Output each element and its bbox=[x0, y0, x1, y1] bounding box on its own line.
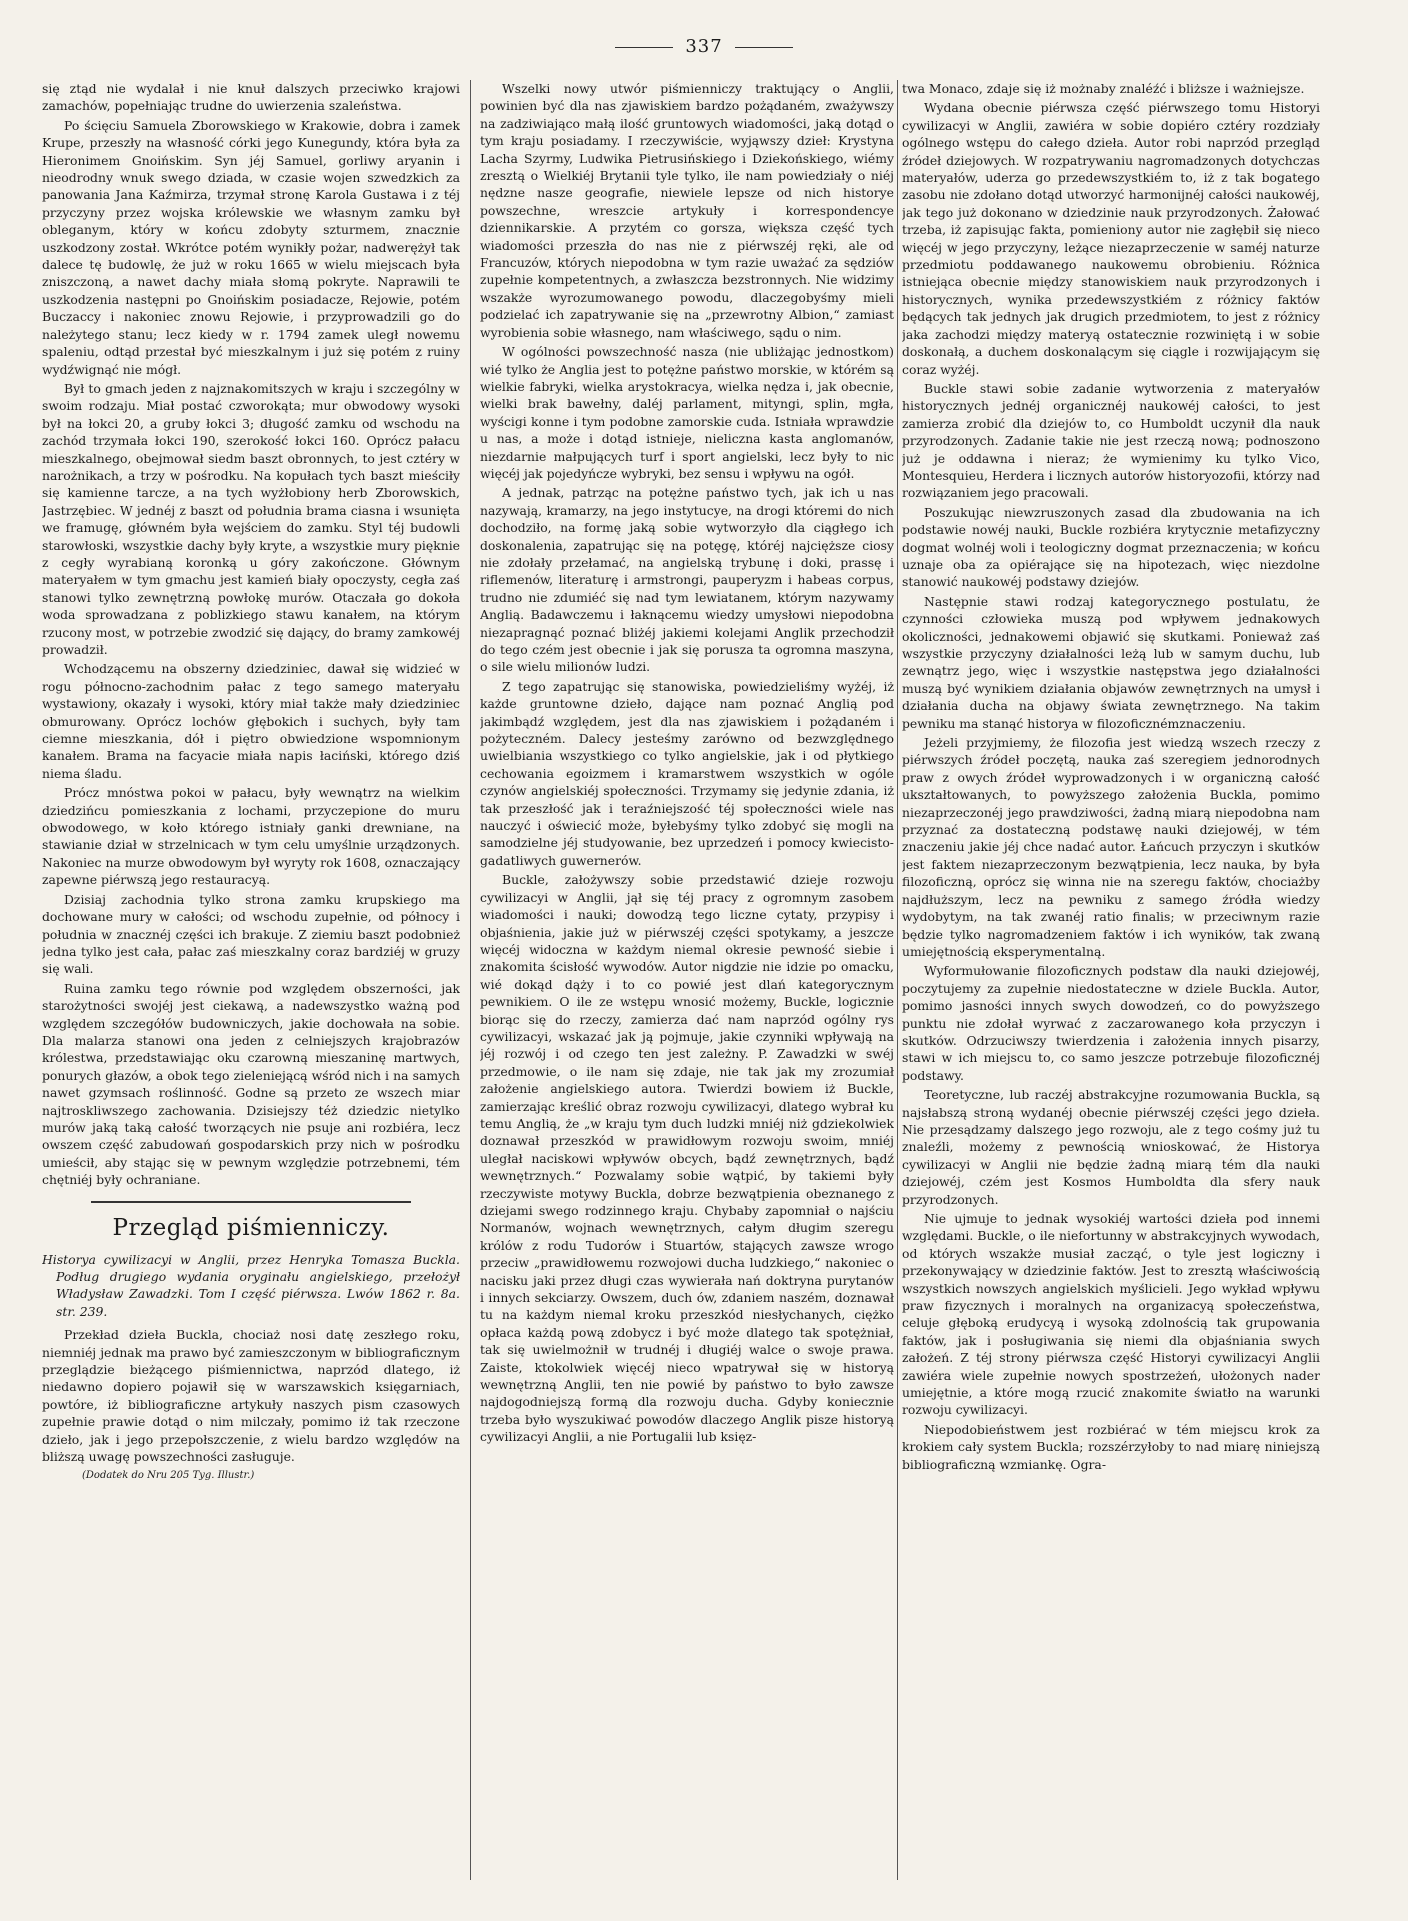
paragraph: się ztąd nie wydalał i nie knuł dalszych przeciwko krajowi zamachów, popełniając trudne do uwierzenia szaleństwa. bbox=[42, 81, 460, 114]
paragraph: Buckle stawi sobie zadanie wytworzenia z materyałów historycznych jednéj organicznéj naukowéj całości, to jest zamierza zrobić dla dziejów to, co Humboldt uczynił dla nauk przyrodzonych. Zadanie takie nie jest rzeczą nową; podnoszono już je oddawna i nieraz; że wymienimy ku tylko Vico, Montesquieu, Herdera i licznych autorów historyozofii, którzy nad rozwiązaniem jego pracowali. bbox=[902, 380, 1320, 501]
paragraph: Po ścięciu Samuela Zborowskiego w Krakowie, dobra i zamek Krupe, przeszły na własność córki jego Kunegundy, która była za Hieronimem Gnoińskim. Syn jéj Samuel, gorliwy aryanin i nieodrodny wnuk swego dziada, w czasie wojen szwedzkich za panowania Jana Kaźmirza, trzymał stronę Karola Gustawa i z téj przyczyny przez wojska królewskie we własnym zamku był obleganym, który w końcu zdobyty szturmem, znacznie uszkodzony został. Wkrótce potém wynikły pożar, nadwerężył tak dalece tę budowlę, że już w roku 1665 w wielu miejscach była zniszczoną, a nawet dachy miała słomą pokryte. Naprawili te uszkodzenia następni po Gnoińskim posiadacze, Rejowie, potém Buczaccy i nakoniec znowu Rejowie, i przyprowadzili go do należytego stanu; lecz kiedy w r. 1794 zamek uległ nowemu spaleniu, odtąd przestał być mieszkalnym i już się potém z ruiny wydźwignąć nie mógł. bbox=[42, 117, 460, 377]
paragraph: Prócz mnóstwa pokoi w pałacu, były wewnątrz na wielkim dziedzińcu pomieszkania z lochami, przyczepione do muru obwodowego, w koło którego istniały ganki drewniane, na stawianie dział w strzelnicach w tym celu umyślnie urządzonych. Nakoniec na murze obwodowym był wyryty rok 1608, oznaczający zapewne piérwszą jego restauracyą. bbox=[42, 785, 460, 888]
paragraph: Wydana obecnie piérwsza część piérwszego tomu Historyi cywilizacyi w Anglii, zawiéra w sobie dopiéro cztéry rozdziały ogólnego wstępu do całego dzieła. Autor robi naprzód przegląd źródeł dziejowych. W rozpatrywaniu nagromadzonych dotychczas materyałów, uderza go przedewszystkiém to, iż z tak bogatego zasobu nie zdołano dotąd utworzyć harmonijnéj całości naukowéj, jak tego już dokonano w dziedzinie nauk przyrodzonych. Żałować trzeba, iż zapisując fakta, pomieniony autor nie zagłębił się nieco więcéj w jego przyczyny, leżące niezaprzeczenie w saméj naturze przedmiotu poddawanego naukowemu obrobieniu. Różnica istniejąca obecnie między stanowiskiem nauk przyrodzonych i historycznych, wynika przedewszystkiém z różnicy faktów będących tak jednych jak drugich przedmiotem, to jest z różnicy jaka zachodzi między materyą ostatecznie rozwiniętą i w sobie doskonałą, a duchem doskonalącym się ciągle i rozwijającym się coraz wyżéj. bbox=[902, 100, 1320, 377]
paragraph: Teoretyczne, lub raczéj abstrakcyjne rozumowania Buckla, są najsłabszą stroną wydanéj obecnie piérwszéj części jego dzieła. Nie przesądzamy dalszego jego rozwoju, ale z tego cośmy już tu znaleźli, możemy z pewnością wnioskować, że Historya cywilizacyi w Anglii nie będzie żadną miarą tém dla nauki dziejowéj, czém jest Kosmos Humboldta dla sfery nauk przyrodzonych. bbox=[902, 1087, 1320, 1207]
column-1 bbox=[42, 80, 460, 1880]
paragraph: Nie ujmuje to jednak wysokiéj wartości dzieła pod innemi względami. Buckle, o ile niefortunny w abstrakcyjnych wywodach, od których wszakże musiał zacząć, o tyle jest logiczny i przekonywający w dziedzinie faktów. Jest to zresztą właściwością wszystkich nowszych angielskich myślicieli. Jego wykład wpływu praw fizycznych i moralnych na organizacyą społeczeństwa, celuje głęboką erudycyą i wysoką zdolnością tak grupowania faktów, jak i posługiwania się niemi dla objaśniania swych założeń. Z téj strony piérwsza część Historyi cywilizacyi Anglii zawiéra wiele zupełnie nowych spostrzeżeń, ułożonych nader umiejętnie, a które mogą rzucić znakomite światło na warunki rozwoju cywilizacyi. bbox=[902, 1211, 1320, 1418]
paragraph: Ruina zamku tego równie pod względem obszerności, jak starożytności swojéj jest ciekawą, a nadewszystko ważną pod względem szczegółów budowniczych, jakie dochowała na sobie. Dla malarza stanowi ona jeden z celniejszych krajobrazów królestwa, przedstawiając oku czarowną mieszaninę martwych, ponurych głazów, a obok tego zieleniejącą wśród nich i na samych nawet gzymsach roślinność. Godne są przeto ze wszech miar najtroskliwszego zachowania. Dzisiejszy téż dziedzic nietylko murów jaką taką całość tworzących nie psuje ani rozbiéra, lecz owszem część zabudowań gospodarskich przy nich w pośrodku umieścił, aby stając się w pewnym względzie potrzebnemi, tém chętniéj były ochraniane. bbox=[42, 980, 460, 1188]
paragraph: Dzisiaj zachodnia tylko strona zamku krupskiego ma dochowane mury w całości; od wschodu zupełnie, od północy i południa w znacznéj części ich brakuje. Z ziemiu baszt podobnież jedna tylko jest cała, pałac zaś mieszkalny coraz bardziéj w gruzy się wali. bbox=[42, 891, 460, 977]
page-number: 337 bbox=[685, 36, 723, 57]
column-rule-1 bbox=[470, 80, 471, 1880]
header-rule-right bbox=[735, 47, 793, 48]
column-3 bbox=[902, 80, 1320, 1880]
book-citation: Historya cywilizacyi w Anglii, przez Henryka Tomasza Buckla. Podług drugiego wydania oryginału angielskiego, przełożył Władysław Zawadzki. Tom I część piérwsza. Lwów 1862 r. 8a. str. 239. bbox=[42, 1251, 460, 1319]
paragraph: Niepodobieństwem jest rozbiérać w tém miejscu krok za krokiem cały system Buckla; rozszérzyłoby to nad miarę niniejszą bibliograficzną wzmiankę. Ogra- bbox=[902, 1421, 1320, 1472]
header-rule-left bbox=[615, 47, 673, 48]
paragraph: Jeżeli przyjmiemy, że filozofia jest wiedzą wszech rzeczy z piérwszych źródeł poczętą, nauka zaś szeregiem jednorodnych praw z owych źródeł wyprowadzonych i w organiczną całość ukształtowanych, to powyższego założenia Buckla, pomimo niezaprzeczonéj jego prawdziwości, żadną miarą niepodobna nam przyznać za dostateczną podstawę nauki dziejowéj, w tém znaczeniu jakie jéj chce nadać autor. Łańcuch przyczyn i skutków jest faktem niezaprzeczonym bezwątpienia, lecz nauka, by była filozoficzną, oprócz się winna nie na szeregu faktów, chociażby najdłuższym, lecz na pewniku z samego źródła wiedzy wydobytym, na tak zwanéj ratio finalis; w przeciwnym razie będzie tylko nagromadzeniem faktów i ich wyników, tak zwaną umiejętnością eksperymentalną. bbox=[902, 735, 1320, 959]
paragraph: Z tego zapatrując się stanowiska, powiedzieliśmy wyżéj, iż każde gruntowne dzieło, dające nam poznać Anglią pod jakimbądź względem, jest dla nas zjawiskiem i pożądaném i pożyteczném. Dalecy jesteśmy zarówno od bezwzględnego uwielbiania wszystkiego co tylko angielskie, jak i od płytkiego cechowania egoizmem i kramarstwem wszystkich w ogóle czynów angielskiéj społeczności. Trzymamy się jedynie zdania, iż tak przeszłość jak i teraźniejszość téj społeczności wiele nas nauczyć i oświecić może, byłebyśmy tylko zdobyć się mogli na samodzielne jéj studyowanie, bez uprzedzeń i pomocy kwiecisto-gadatliwych guwernerów. bbox=[480, 678, 894, 868]
column-rule-2 bbox=[897, 80, 898, 1880]
paragraph: Przekład dzieła Buckla, chociaż nosi datę zeszłego roku, niemniéj jednak ma prawo być zamieszczonym w bibliograficznym przeglądzie bieżącego piśmiennictwa, naprzód dlatego, iż niedawno dopiero pojawił się w warszawskich księgarniach, powtóre, iż bibliograficzne artykuły naszych pism czasowych zupełnie prawie dotąd o nim milczały, pomimo iż tak rzeczone dzieło, jak i jego przepołszczenie, z wielu bardzo względów na bliższą uwagę powszechności zasługuje. bbox=[42, 1327, 460, 1465]
section-title: Przegląd piśmienniczy. bbox=[112, 1214, 390, 1241]
paragraph: Poszukując niewzruszonych zasad dla zbudowania na ich podstawie nowéj nauki, Buckle rozbiéra krytycznie metafizyczny dogmat wolnéj woli i teologiczny dogmat przeznaczenia; w końcu uznaje oba za opiérające się na hipotezach, więc niezdolne stanowić naukowéj podstawy dziejów. bbox=[902, 504, 1320, 590]
paragraph: Był to gmach jeden z najznakomitszych w kraju i szczególny w swoim rodzaju. Miał postać czworokąta; mur obwodowy wysoki był na łokci 20, a gruby łokci 3; długość zamku od wschodu na zachód trzymała łokci 190, szerokość łokci 160. Oprócz pałacu mieszkalnego, obejmował siedm baszt obronnych, to jest cztéry w narożnikach, a trzy w pośrodku. Na kopułach tych baszt mieściły się kamienne tarcze, a na tych wyżłobiony herb Zborowskich, Jastrzębiec. W jednéj z baszt od południa brama ciasna i wsunięta we framugę, główném była wejściem do zamku. Styl téj budowli starowłoski, wszystkie dachy były kryte, a wszystkie mury pięknie z cegły wyrabianą koronką u góry zakończone. Głównym materyałem w tym gmachu jest kamień biały opoczysty, cegła zaś stanowi tylko zewnętrzną powłokę murów. Otaczała go dokoła woda sprowadzana z poblizkiego stawu kanałem, na którym rzucony most, w potrzebie zwodzić się dający, do bramy zamkowéj prowadził. bbox=[42, 380, 460, 657]
footnote: (Dodatek do Nru 205 Tyg. Illustr.) bbox=[82, 1470, 255, 1482]
column-2 bbox=[480, 80, 894, 1880]
paragraph: twa Monaco, zdaje się iż możnaby znaléźć i bliższe i ważniejsze. bbox=[902, 81, 1305, 96]
paragraph: Wszelki nowy utwór piśmienniczy traktujący o Anglii, powinien być dla nas zjawiskiem bardzo pożądaném, zważywszy na zadziwiająco małą ilość gruntowych wiadomości, jaką dotąd o tym kraju posiadamy. I rzeczywiście, wyjąwszy dzieł: Krystyna Lacha Szyrmy, Ludwika Pietrusińskiego i Dziekońskiego, wiémy zresztą o Wielkiéj Brytanii tyle tylko, ile nam powiedziały o niéj nędzne nasze geografie, niewiele lepsze od nich historye powszechne, wreszcie artykuły i korrespondencye dziennikarskie. A przytém co gorsza, większa część tych wiadomości przeszła do nas nie z piérwszéj ręki, ale od Francuzów, których niepodobna w tym razie uważać za sędziów zupełnie kompetentnych, a zwłaszcza bezstronnych. Nie widzimy wszakże wyrozumowanego powodu, dlaczegobyśmy mieli podzielać ich zapatrywanie się na „przewrotny Albion,“ zamiast wyrobienia sobie własnego, nam właściwego, sądu o nim. bbox=[480, 81, 894, 340]
page-header bbox=[0, 36, 1408, 57]
paragraph: W ogólności powszechność nasza (nie ubliżając jednostkom) wié tylko że Anglia jest to potężne państwo morskie, w którém są wielkie fabryki, wielka arystokracya, wielka nędza i, jak obecnie, wielki brak bawełny, daléj parlament, mityngi, splin, mgła, wyścigi konne i tym podobne zamorskie cuda. Istniała wprawdzie u nas, a może i dotąd istnieje, nieliczna kasta anglomanów, niezdarnie małpujących turf i sport angielski, lecz były to nic więcéj jak pojedyńcze wybryki, bez sensu i wpływu na ogół. bbox=[480, 344, 894, 481]
paragraph: Buckle, założywszy sobie przedstawić dzieje rozwoju cywilizacyi w Anglii, jął się téj pracy z ogromnym zasobem wiadomości i nauki; dowodzą tego liczne cytaty, przypisy i objaśnienia, jakie już w piérwszéj części spotykamy, a jeszcze więcéj widoczna w każdym niemal okresie pewność siebie i znakomita ścisłość wywodów. Autor nigdzie nie idzie po omacku, wié dokąd dąży i to co powié jest dlań kategorycznym pewnikiem. O ile ze wstępu wnosić możemy, Buckle, logicznie biorąc się do rzeczy, zamierza dać nam naprzód ogólny rys cywilizacyi, wskazać jak ją pojmuje, jakie czynniki wpływają na jéj rozwój i od czego ten jest zależny. P. Zawadzki w swéj przedmowie, o ile nam się zdaje, nie tak jak my zrozumiał założenie angielskiego autora. Twierdzi bowiem iż Buckle, zamierzając kreślić obraz rozwoju cywilizacyi, dlatego wybrał ku temu Anglią, że „w kraju tym duch ludzki mniéj niż gdziekolwiek doznawał przeszkód w prawidłowym rozwoju swoim, mniéj uległał naciskowi wpływów obcych, bądź zewnętrznych, bądź wewnętrznych.“ Pozwalamy sobie wątpić, by takiemi były rzeczywiste motywy Buckla, dobrze bezwątpienia obeznanego z dziejami swego rodzinnego kraju. Chybaby zapomniał o najściu Normanów, wojnach wewnętrznych, całym długim szeregu królów z rodu Tudorów i Stuartów, stających zawsze wrogo przeciw „prawidłowemu rozwojowi ducha ludzkiego,“ nakoniec o nacisku jaki przez długi czas wywierała nań doktryna purytanów i innych sekciarzy. Owszem, duch ów, zdaniem naszém, doznawał tu na każdym niemal kroku przeszkód niesłychanych, ciężko opłaca każdą pową zdobycz i być może dlatego tak spotężniał, tak się uwielmożnił w trudnéj i długiéj walce o swoje prawa. Zaiste, ktokolwiek więcéj niecо wpatrywał się w historyą wewnętrzną Anglii, ten nie powié by państwo to było zawsze najdogodniejszą formą dla rozwoju ducha. Gdyby koniecznie trzeba było wyszukiwać powodów dlaczego Anglik pisze historyą cywilizacyi Anglii, a nie Portugalii lub księz- bbox=[480, 872, 894, 1445]
section-separator bbox=[91, 1201, 411, 1203]
paragraph: A jednak, patrząc na potężne państwo tych, jak ich u nas nazywają, kramarzy, na jego instytucye, na drogi któremi do nich dochodziło, na formę jaką sobie wytworzyło dla ciągłego ich doskonalenia, zapatrując się na potęgę, któréj najcięższe ciosy nie zdołały przełamać, na angielską trybunę i dokі, prassę i riflemenów, literaturę i armstrongi, pauperyzm i habeas corpus, trudno nie zdumiéć się nad tym lewiatanem, którym nazywamy Anglią. Badawczemu i łaknącemu wiedzy umysłowi niepodobna niezapragnąć poznać bliżéj jakiemi kolejami Anglik przechodził do tego czém jest obecnie i jak się porusza ta ogromna maszyna, o sile wielu milionów ludzi. bbox=[480, 485, 894, 675]
paragraph: Wyformułowanie filozoficznych podstaw dla nauki dziejowéj, poczytujemy za zupełnie niedostateczne w dziele Buckla. Autor, pomimo jasności innych swych dowodzeń, co do powyższego punktu nie zdołał wyrwać z zaczarowanego koła przyczyn i skutków. Odrzuciwszy twierdzenia i założenia innych pisarzy, stawi w ich miejscu to, co samo jeszcze potrzebuje filozoficznéj podstawy. bbox=[902, 963, 1320, 1083]
paragraph: Wchodzącemu na obszerny dziedziniec, dawał się widzieć w rogu północno-zachodnim pałac z tego samego materyału wystawiony, okazały i wysoki, który miał także mały dziedziniec obmurowany. Oprócz lochów głębokich i suchych, były tam ciemne mieszkania, dół i piętro obwiedzione wspomnionym kanałem. Brama na facyacie miała napis łaciński, którego dziś niema śladu. bbox=[42, 661, 460, 781]
paragraph: Następnie stawi rodzaj kategorycznego postulatu, że czynności człowieka muszą pod wpływem jednakowych okoliczności, jednakowemi objawić się skutkami. Ponieważ zaś wszystkie przyczyny działalności leżą lub w samym duchu, lub zewnątrz jego, więc i wszystkie następstwa jego działalności muszą być wynikiem działania objawów zewnętrznych na umysł i działania ducha na objawy świata zewnętrznego. Na takim pewniku ma stanąć historya w filozoficznémznaczeniu. bbox=[902, 593, 1320, 731]
